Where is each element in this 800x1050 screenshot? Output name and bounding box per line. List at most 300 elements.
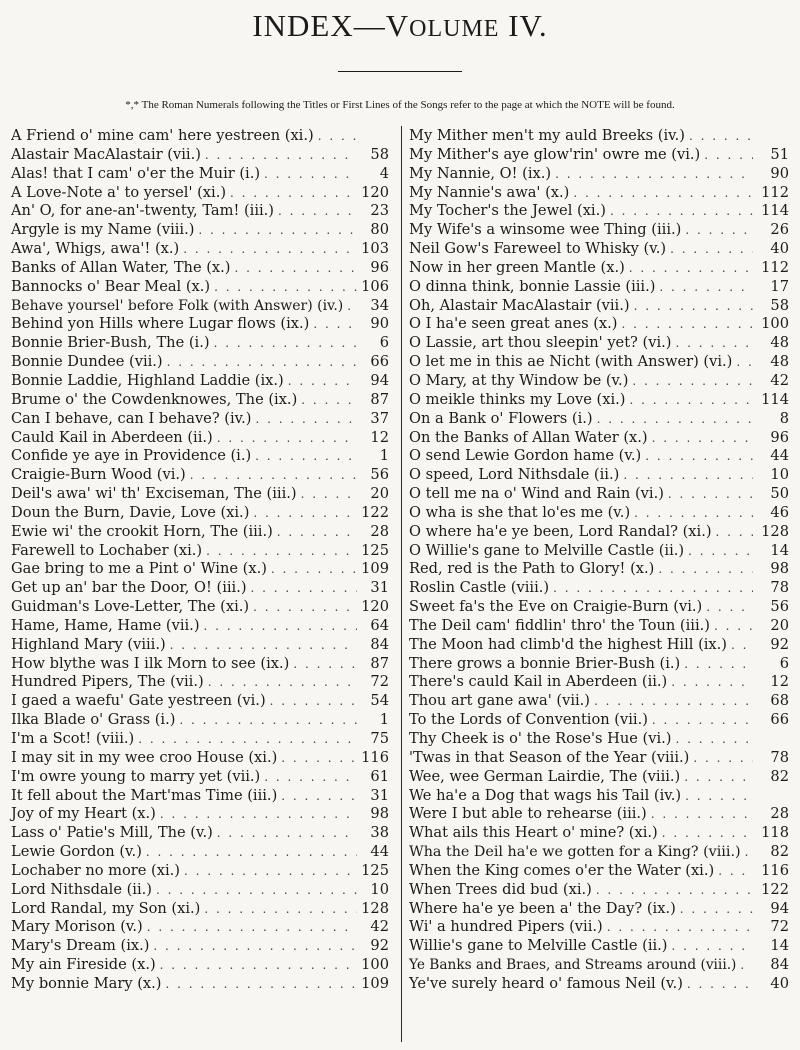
dot-leader	[230, 184, 357, 203]
entry-page-number: 26	[770, 221, 789, 239]
dot-leader	[281, 787, 357, 806]
entry-title: Awa', Whigs, awa'! (x.)	[11, 240, 180, 258]
entry-title: How blythe was I ilk Morn to see (ix.)	[11, 654, 290, 672]
entry-title: Cauld Kail in Aberdeen (ii.)	[11, 428, 213, 446]
entry-title: Wha the Deil ha'e we gotten for a King? (viii.)	[409, 844, 741, 861]
dot-leader	[687, 975, 753, 994]
dot-leader	[662, 824, 753, 843]
entry-title: I'm owre young to marry yet (vii.)	[11, 767, 261, 785]
dot-leader	[672, 937, 754, 956]
index-column-right	[409, 127, 789, 994]
index-entry	[409, 466, 789, 485]
dot-leader	[623, 466, 753, 485]
entry-page-number: 6	[779, 654, 789, 672]
entry-page-number: 128	[361, 899, 389, 917]
entry-page-number: 38	[370, 824, 389, 842]
entry-title: Bonnie Laddie, Highland Laddie (ix.)	[11, 371, 284, 389]
entry-page-number: 120	[361, 183, 389, 201]
entry-title: Mary's Dream (ix.)	[11, 937, 150, 955]
entry-page-number: 98	[770, 560, 789, 578]
entry-page-number: 120	[361, 598, 389, 616]
entry-page-number: 20	[370, 485, 389, 503]
dot-leader	[347, 297, 357, 316]
entry-title: Thy Cheek is o' the Rose's Hue (vi.)	[409, 730, 672, 747]
entry-page-number: 94	[770, 899, 789, 917]
entry-title: On the Banks of Allan Water (x.)	[409, 428, 648, 446]
index-entry	[409, 787, 789, 806]
index-entry	[11, 240, 389, 259]
dot-leader	[146, 843, 357, 862]
entry-page-number: 100	[361, 956, 389, 974]
dot-leader	[204, 617, 357, 636]
dot-leader	[671, 673, 753, 692]
entry-title: Farewell to Lochaber (xi.)	[11, 541, 203, 559]
entry-page-number: 48	[770, 353, 789, 371]
index-entry	[409, 202, 789, 221]
dot-leader	[198, 221, 357, 240]
index-entry	[409, 749, 789, 768]
index-entry	[11, 824, 389, 843]
entry-page-number: 122	[361, 503, 389, 521]
dot-leader	[629, 259, 753, 278]
index-entry	[11, 353, 389, 372]
dot-leader	[676, 730, 754, 749]
entry-page-number: 87	[370, 390, 389, 408]
entry-page-number: 28	[370, 522, 389, 540]
entry-page-number: 64	[370, 616, 389, 634]
dot-leader	[706, 598, 753, 617]
entry-title: An' O, for ane-an'-twenty, Tam! (iii.)	[11, 202, 274, 220]
dot-leader	[264, 165, 357, 184]
index-entry	[409, 410, 789, 429]
index-entry	[409, 184, 789, 203]
entry-page-number: 92	[370, 937, 389, 955]
entry-page-number: 56	[370, 466, 389, 484]
entry-title: Hame, Hame, Hame (vii.)	[11, 616, 200, 634]
entry-page-number: 58	[370, 145, 389, 163]
index-entry	[409, 956, 789, 975]
index-entry	[11, 542, 389, 561]
index-entry	[11, 956, 389, 975]
entry-title: When the King comes o'er the Water (xi.)	[409, 861, 715, 879]
index-entry	[409, 598, 789, 617]
dot-leader	[264, 768, 357, 787]
index-entry	[409, 221, 789, 240]
dot-leader	[251, 579, 357, 598]
entry-title: Get up an' bar the Door, O! (iii.)	[11, 579, 247, 597]
entry-page-number: 82	[770, 843, 789, 861]
index-entry	[11, 504, 389, 523]
dot-leader	[688, 542, 753, 561]
entry-page-number: 125	[361, 541, 389, 559]
entry-title: Lass o' Patie's Mill, The (v.)	[11, 824, 213, 842]
index-entry	[11, 127, 389, 146]
entry-page-number: 58	[770, 296, 789, 314]
dot-leader	[167, 353, 357, 372]
dot-leader	[634, 504, 753, 523]
dot-leader	[693, 749, 753, 768]
entry-title: Can I behave, can I behave? (iv.)	[11, 409, 252, 427]
entry-page-number: 112	[761, 258, 789, 276]
index-entry	[11, 429, 389, 448]
dot-leader	[596, 881, 753, 900]
dot-leader	[204, 900, 357, 919]
dot-leader	[313, 315, 357, 334]
dot-leader	[597, 410, 753, 429]
entry-title: Ye've surely heard o' famous Neil (v.)	[409, 974, 683, 992]
index-entry	[409, 692, 789, 711]
index-entry	[11, 146, 389, 165]
dot-leader	[607, 918, 753, 937]
entry-page-number: 20	[770, 616, 789, 634]
entry-page-number: 114	[761, 390, 789, 408]
entry-title: Oh, Alastair MacAlastair (vii.)	[409, 296, 630, 314]
entry-page-number: 23	[370, 202, 389, 220]
entry-title: When Trees did bud (xi.)	[409, 880, 592, 898]
index-entry	[409, 372, 789, 391]
entry-page-number: 44	[770, 447, 789, 465]
entry-title: There grows a bonnie Brier-Bush (i.)	[409, 654, 681, 672]
index-entry	[11, 598, 389, 617]
index-entry	[409, 523, 789, 542]
entry-page-number: 66	[770, 711, 789, 729]
entry-page-number: 1	[379, 447, 389, 465]
entry-title: O Lassie, art thou sleepin' yet? (vi.)	[409, 334, 672, 352]
dot-leader	[270, 692, 357, 711]
index-entry	[409, 881, 789, 900]
dot-leader	[745, 843, 753, 862]
index-entry	[11, 334, 389, 353]
index-entry	[409, 560, 789, 579]
dot-leader	[278, 202, 357, 221]
entry-page-number: 51	[770, 145, 789, 163]
entry-title: Now in her green Mantle (x.)	[409, 258, 625, 276]
entry-title: Neil Gow's Fareweel to Whisky (v.)	[409, 240, 667, 258]
index-entry	[409, 504, 789, 523]
index-entry	[11, 523, 389, 542]
entry-page-number: 96	[370, 258, 389, 276]
dot-leader	[555, 165, 753, 184]
entry-title: The Moon had climb'd the highest Hill (ix.)	[409, 635, 727, 653]
entry-title: It fell about the Mart'mas Time (iii.)	[11, 786, 278, 804]
entry-page-number: 103	[361, 240, 389, 258]
entry-page-number: 87	[370, 654, 389, 672]
entry-title: A Friend o' mine cam' here yestreen (xi.)	[11, 127, 314, 144]
dot-leader	[685, 221, 753, 240]
entry-title: Mary Morison (v.)	[11, 918, 143, 936]
index-entry	[11, 768, 389, 787]
entry-page-number: 90	[370, 315, 389, 333]
index-entry	[11, 165, 389, 184]
index-entry	[409, 579, 789, 598]
entry-page-number: 56	[770, 598, 789, 616]
entry-title: My Mither's aye glow'rin' owre me (vi.)	[409, 145, 701, 163]
index-entry	[409, 278, 789, 297]
entry-title: O send Lewie Gordon hame (v.)	[409, 447, 642, 465]
dot-leader	[170, 636, 357, 655]
entry-title: My Tocher's the Jewel (xi.)	[409, 202, 606, 220]
entry-page-number: 6	[379, 334, 389, 352]
dot-leader	[659, 278, 753, 297]
index-entry	[11, 410, 389, 429]
entry-title: Guidman's Love-Letter, The (xi.)	[11, 598, 250, 616]
entry-title: Behave yoursel' before Folk (with Answer) (iv.)	[11, 297, 344, 314]
entry-page-number: 128	[761, 522, 789, 540]
entry-page-number: 125	[361, 861, 389, 879]
entry-page-number: 72	[370, 673, 389, 691]
title-rule	[338, 71, 462, 72]
dot-leader	[684, 768, 753, 787]
entry-page-number: 61	[370, 767, 389, 785]
entry-page-number: 122	[761, 880, 789, 898]
dot-leader	[610, 202, 753, 221]
dot-leader	[165, 975, 357, 994]
dot-leader	[301, 485, 357, 504]
entry-page-number: 42	[770, 371, 789, 389]
entry-page-number: 94	[370, 371, 389, 389]
entry-title: A Love-Note a' to yersel' (xi.)	[11, 183, 227, 201]
page-title: INDEX—VOLUME IV.	[252, 8, 548, 43]
dot-leader	[183, 240, 357, 259]
entry-title: Confide ye aye in Providence (i.)	[11, 447, 252, 465]
index-entry	[11, 937, 389, 956]
entry-title: O wha is she that lo'es me (v.)	[409, 503, 631, 521]
dot-leader	[214, 334, 357, 353]
index-entry	[409, 937, 789, 956]
index-entry	[409, 805, 789, 824]
dot-leader	[634, 297, 753, 316]
entry-page-number: 17	[770, 277, 789, 295]
entry-title: Brume o' the Cowdenknowes, The (ix.)	[11, 390, 298, 408]
dot-leader	[621, 315, 753, 334]
entry-page-number: 37	[370, 409, 389, 427]
entry-title: What ails this Heart o' mine? (xi.)	[409, 824, 658, 842]
entry-page-number: 92	[770, 635, 789, 653]
entry-page-number: 116	[761, 861, 789, 879]
index-entry	[409, 768, 789, 787]
index-entry	[409, 391, 789, 410]
dot-leader	[652, 711, 753, 730]
dot-leader	[293, 655, 357, 674]
entry-title: Bannocks o' Bear Meal (x.)	[11, 277, 211, 295]
index-entry	[11, 655, 389, 674]
entry-title: To the Lords of Convention (vii.)	[409, 711, 648, 729]
dot-leader	[156, 881, 357, 900]
dot-leader	[594, 692, 753, 711]
entry-title: Joy of my Heart (x.)	[11, 805, 156, 823]
index-entry	[11, 975, 389, 994]
entry-page-number: 78	[770, 579, 789, 597]
index-entry	[409, 636, 789, 655]
index-entry	[11, 184, 389, 203]
index-note: *,* The Roman Numerals following the Titles or First Lines of the Songs refer to the page at which the NOTE will be found.	[125, 99, 675, 111]
dot-leader	[645, 447, 753, 466]
entry-title: My ain Fireside (x.)	[11, 956, 156, 974]
entry-title: Bonnie Brier-Bush, The (i.)	[11, 334, 210, 352]
dot-leader	[153, 937, 357, 956]
entry-title: The Deil cam' fiddlin' thro' the Toun (iii.)	[409, 616, 710, 634]
entry-title: Deil's awa' wi' th' Exciseman, The (iii.)	[11, 485, 297, 503]
entry-title: Alastair MacAlastair (vii.)	[11, 145, 201, 163]
entry-title: I'm a Scot! (viii.)	[11, 730, 135, 747]
dot-leader	[217, 429, 357, 448]
index-entry	[11, 202, 389, 221]
dot-leader	[301, 391, 357, 410]
dot-leader	[668, 485, 753, 504]
index-entry	[11, 730, 389, 749]
dot-leader	[685, 787, 753, 806]
entry-title: Willie's gane to Melville Castle (ii.)	[409, 937, 668, 955]
index-entry	[11, 617, 389, 636]
entry-page-number: 66	[370, 353, 389, 371]
entry-title: O let me in this ae Nicht (with Answer) (vi.)	[409, 353, 733, 371]
entry-title: Doun the Burn, Davie, Love (xi.)	[11, 503, 250, 521]
dot-leader	[684, 655, 753, 674]
entry-page-number: 12	[770, 673, 789, 691]
entry-page-number: 112	[761, 183, 789, 201]
entry-title: Behind yon Hills where Lugar flows (ix.)	[11, 315, 310, 333]
entry-title: Lewie Gordon (v.)	[11, 843, 142, 861]
entry-title: O dinna think, bonnie Lassie (iii.)	[409, 277, 656, 295]
dot-leader	[718, 862, 753, 881]
entry-title: O I ha'e seen great anes (x.)	[409, 315, 618, 333]
index-entry	[409, 447, 789, 466]
entry-page-number: 84	[770, 956, 789, 974]
dot-leader	[658, 560, 753, 579]
index-entry	[11, 560, 389, 579]
entry-title: Lochaber no more (xi.)	[11, 861, 180, 879]
dot-leader	[271, 560, 357, 579]
entry-title: Lord Randal, my Son (xi.)	[11, 899, 201, 917]
dot-leader	[318, 127, 357, 146]
entry-title: Ewie wi' the crookit Horn, The (iii.)	[11, 522, 273, 540]
index-entry	[409, 485, 789, 504]
dot-leader	[704, 146, 753, 165]
entry-page-number: 114	[761, 202, 789, 220]
dot-leader	[736, 353, 753, 372]
entry-title: Roslin Castle (viii.)	[409, 579, 550, 597]
entry-title: Ilka Blade o' Grass (i.)	[11, 711, 176, 729]
entry-page-number: 28	[770, 805, 789, 823]
entry-title: Wee, wee German Lairdie, The (viii.)	[409, 767, 681, 785]
entry-title: O Willie's gane to Melville Castle (ii.)	[409, 541, 685, 559]
dot-leader	[680, 900, 753, 919]
dot-leader	[629, 391, 753, 410]
index-entry	[11, 259, 389, 278]
entry-title: Highland Mary (viii.)	[11, 635, 166, 653]
entry-title: Red, red is the Path to Glory! (x.)	[409, 560, 655, 578]
index-entry	[11, 805, 389, 824]
entry-page-number: 82	[770, 767, 789, 785]
dot-leader	[670, 240, 753, 259]
entry-page-number: 54	[370, 692, 389, 710]
entry-page-number: 116	[361, 748, 389, 766]
index-entry	[11, 447, 389, 466]
index-entry	[11, 221, 389, 240]
entry-title: My bonnie Mary (x.)	[11, 974, 162, 992]
entry-title: Argyle is my Name (viii.)	[11, 221, 195, 239]
entry-page-number: 48	[770, 334, 789, 352]
dot-leader	[160, 805, 357, 824]
entry-title: O meikle thinks my Love (xi.)	[409, 390, 626, 408]
dot-leader	[255, 447, 357, 466]
entry-title: Bonnie Dundee (vii.)	[11, 353, 163, 371]
entry-title: 'Twas in that Season of the Year (viii.)	[409, 748, 690, 766]
dot-leader	[689, 127, 753, 146]
index-entry	[11, 711, 389, 730]
index-entry	[11, 278, 389, 297]
dot-leader	[190, 466, 357, 485]
dot-leader	[716, 523, 753, 542]
entry-title: Thou art gane awa' (vii.)	[409, 692, 591, 710]
entry-page-number: 14	[770, 541, 789, 559]
entry-page-number: 106	[361, 277, 389, 295]
dot-leader	[553, 579, 753, 598]
entry-title: My Nannie, O! (ix.)	[409, 164, 552, 182]
dot-leader	[632, 372, 753, 391]
index-entry	[11, 918, 389, 937]
index-entry	[409, 975, 789, 994]
entry-page-number: 42	[370, 918, 389, 936]
entry-title: Alas! that I cam' o'er the Muir (i.)	[11, 164, 261, 182]
index-entry	[11, 843, 389, 862]
entry-page-number: 118	[761, 824, 789, 842]
entry-page-number: 10	[370, 880, 389, 898]
dot-leader	[675, 334, 753, 353]
dot-leader	[214, 278, 357, 297]
index-entry	[11, 862, 389, 881]
entry-title: My Wife's a winsome wee Thing (iii.)	[409, 221, 682, 239]
entry-title: My Mither men't my auld Breeks (iv.)	[409, 127, 685, 144]
index-entry	[11, 391, 389, 410]
index-entry	[409, 165, 789, 184]
index-entry	[409, 334, 789, 353]
entry-page-number: 100	[761, 315, 789, 333]
index-entry	[409, 240, 789, 259]
dot-leader	[651, 805, 753, 824]
index-entry	[11, 900, 389, 919]
index-entry	[409, 315, 789, 334]
dot-leader	[731, 636, 753, 655]
index-entry	[409, 655, 789, 674]
index-entry	[409, 617, 789, 636]
entry-title: Banks of Allan Water, The (x.)	[11, 258, 231, 276]
index-entry	[409, 542, 789, 561]
entry-page-number: 4	[379, 164, 389, 182]
entry-title: There's cauld Kail in Aberdeen (ii.)	[409, 673, 668, 691]
dot-leader	[253, 598, 357, 617]
entry-page-number: 14	[770, 937, 789, 955]
entry-page-number: 40	[770, 240, 789, 258]
entry-page-number: 31	[370, 579, 389, 597]
entry-title: Craigie-Burn Wood (vi.)	[11, 466, 186, 484]
entry-page-number: 12	[370, 428, 389, 446]
dot-leader	[281, 749, 357, 768]
entry-page-number: 72	[770, 918, 789, 936]
entry-page-number: 68	[770, 692, 789, 710]
index-entry	[11, 881, 389, 900]
index-entry	[409, 824, 789, 843]
index-column-left	[11, 127, 389, 994]
index-entry	[409, 146, 789, 165]
entry-title: We ha'e a Dog that wags his Tail (iv.)	[409, 786, 682, 804]
entry-title: Lord Nithsdale (ii.)	[11, 880, 152, 898]
dot-leader	[179, 711, 357, 730]
entry-title: Gae bring to me a Pint o' Wine (x.)	[11, 560, 267, 578]
index-entry	[11, 372, 389, 391]
index-entry	[11, 692, 389, 711]
dot-leader	[147, 918, 357, 937]
